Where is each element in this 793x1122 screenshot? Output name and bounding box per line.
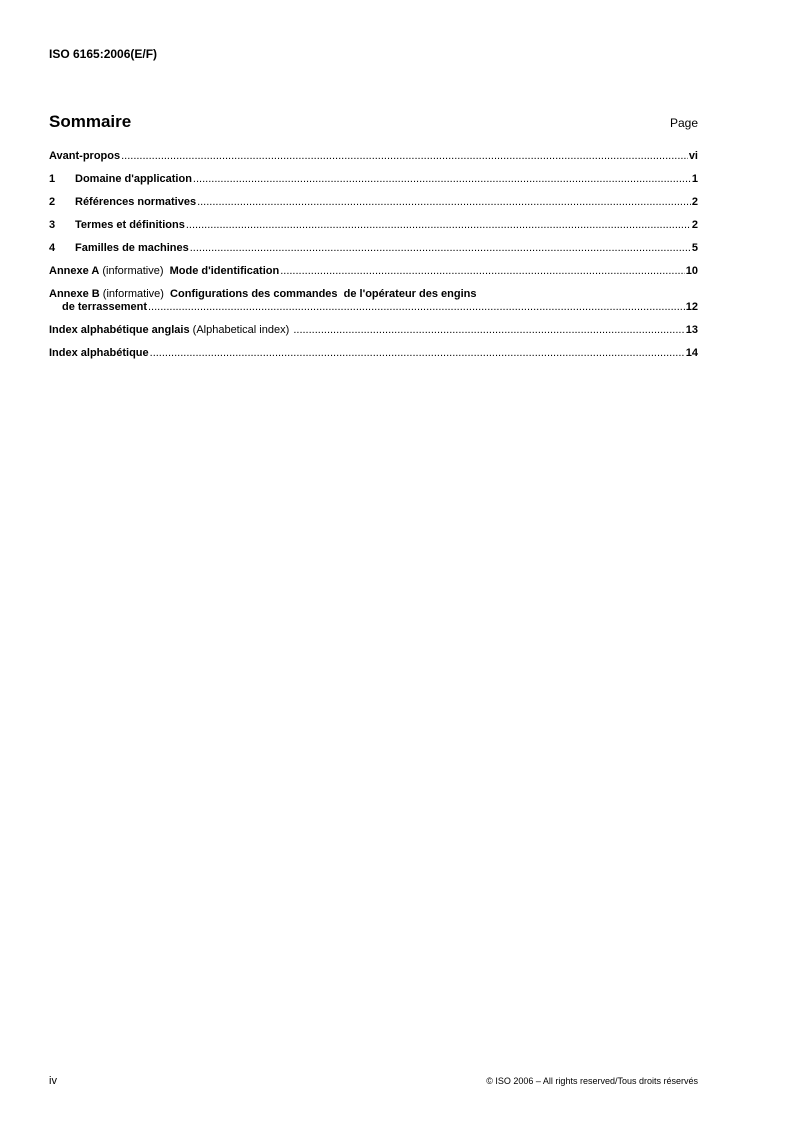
toc-entry-page: 10 <box>685 265 698 277</box>
page-column-heading: Page <box>669 116 698 130</box>
toc-entry-number: 1 <box>49 173 56 185</box>
toc-entry-annex-b[interactable] <box>49 288 698 314</box>
toc-entry-label: Annexe B <box>49 288 100 300</box>
toc-entry-page: 1 <box>691 173 698 185</box>
toc-entry-continuation: de terrassement <box>62 301 147 313</box>
toc-entry-page: 2 <box>691 196 698 208</box>
toc-entry-label: Index alphabétique anglais <box>49 324 190 336</box>
toc-entry-qualifier: (Alphabetical index) <box>189 324 293 336</box>
toc-entry-qualifier: (informative) <box>99 265 167 277</box>
table-of-contents <box>49 150 698 370</box>
footer-copyright: © ISO 2006 – All rights reserved/Tous droits réservés <box>486 1076 698 1086</box>
toc-entry-annex-a[interactable] <box>49 265 698 278</box>
toc-entry-section-4[interactable] <box>49 242 698 255</box>
toc-entry-page: 14 <box>685 347 698 359</box>
toc-entry-qualifier: (informative) <box>99 288 167 300</box>
toc-entry-section-2[interactable] <box>49 196 698 209</box>
toc-entry-page: 13 <box>685 324 698 336</box>
toc-entry-label: Familles de machines <box>75 242 189 254</box>
toc-entry-number: 3 <box>49 219 56 231</box>
toc-leader-dots <box>193 173 691 186</box>
toc-entry-page: 2 <box>691 219 698 231</box>
toc-entry-avant-propos[interactable] <box>49 150 698 163</box>
toc-leader-dots <box>293 324 684 337</box>
toc-leader-dots <box>148 301 685 314</box>
toc-title: Sommaire <box>49 112 132 131</box>
toc-entry-label: Termes et définitions <box>75 219 185 231</box>
toc-entry-page: 12 <box>685 301 698 313</box>
toc-leader-dots <box>280 265 685 278</box>
toc-entry-label: Annexe A <box>49 265 100 277</box>
toc-entry-label: Avant-propos <box>49 150 121 162</box>
toc-entry-section-1[interactable] <box>49 173 698 186</box>
toc-entry-section-3[interactable] <box>49 219 698 232</box>
toc-leader-dots <box>186 219 691 232</box>
toc-entry-number: 4 <box>49 242 56 254</box>
toc-leader-dots <box>121 150 688 163</box>
toc-entry-english-index[interactable] <box>49 324 698 337</box>
footer-page-number: iv <box>49 1075 57 1087</box>
toc-entry-page: 5 <box>691 242 698 254</box>
toc-entry-number: 2 <box>49 196 56 208</box>
toc-entry-subtitle: Mode d'identification <box>166 265 280 277</box>
toc-leader-dots <box>150 347 685 360</box>
toc-entry-page: vi <box>688 150 698 162</box>
toc-entry-label: Références normatives <box>75 196 197 208</box>
toc-entry-subtitle: Configurations des commandes de l'opérateur des engins <box>167 288 477 300</box>
toc-leader-dots <box>197 196 691 209</box>
toc-title-row <box>49 112 698 132</box>
toc-entry-index[interactable] <box>49 347 698 360</box>
document-id: ISO 6165:2006(E/F) <box>49 47 158 61</box>
toc-entry-label: Index alphabétique <box>49 347 149 359</box>
toc-leader-dots <box>190 242 691 255</box>
toc-entry-label: Domaine d'application <box>75 173 192 185</box>
